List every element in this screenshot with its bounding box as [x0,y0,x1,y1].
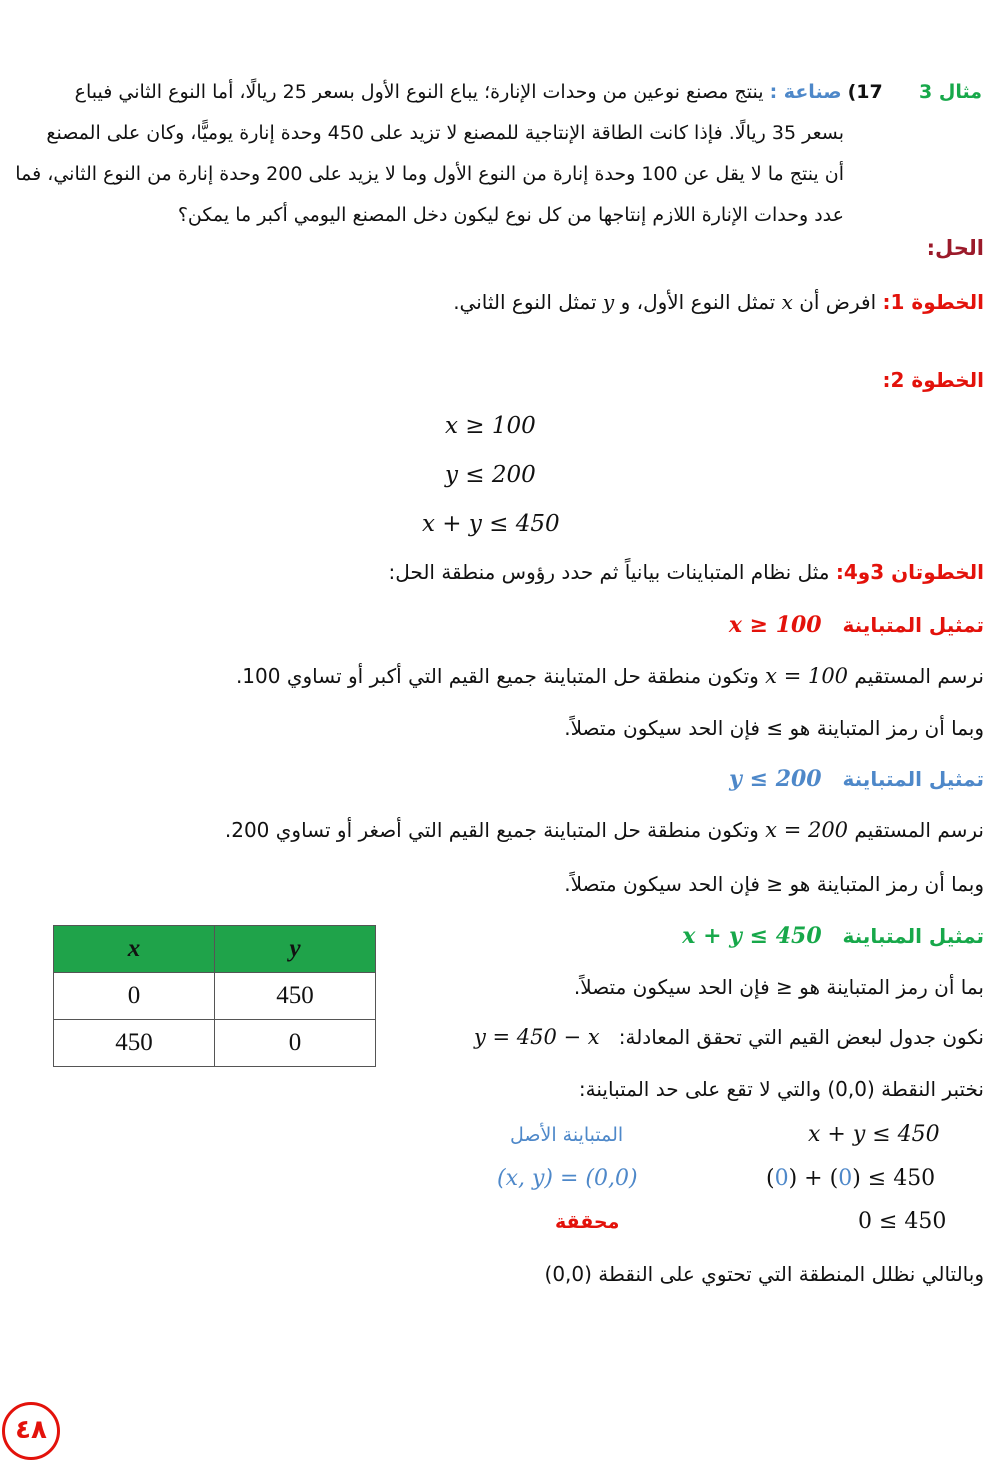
section-1-title-text: تمثيل المتباينة [842,613,984,637]
section-2-ineq: y ≤ 200 [729,766,822,792]
table-row [54,973,376,1020]
section-2-line-2: وبما أن رمز المتباينة هو ≤ فإن الحد سيكون متصلاً. [564,872,984,896]
conclusion: وبالتالي نظلل المنطقة التي تحتوي على النقطة (0,0) [544,1262,984,1286]
var-y: y [602,290,615,314]
problem-line-1 [2,72,982,113]
example-label: مثال 3 [919,81,982,103]
table-cell: 0 [215,1020,376,1067]
section-1-equation: x = 100 [765,664,849,688]
section-1-title [729,612,984,638]
table-cell: 450 [215,973,376,1020]
section-1-line-2: وبما أن رمز المتباينة هو ≥ فإن الحد سيكون متصلاً. [564,716,984,740]
section-1-line-1 [236,664,984,688]
step-34-label: الخطوتان 3و4: [835,560,984,584]
inequality-3: x + y ≤ 450 [422,511,560,537]
step-34-text: مثل نظام المتباينات بيانياً ثم حدد رؤوس منطقة الحل: [388,560,830,584]
section-2-title [729,766,984,792]
table-header-row [54,926,376,973]
step-2-label: الخطوة 2: [882,368,984,392]
values-table [53,925,376,1067]
paren-plus: ) + ( [788,1166,839,1191]
problem-line-3: أن ينتج ما لا يقل عن 100 وحدة إنارة من النوع الأول وما لا يزيد على 200 وحدة إنارة من النوع الثاني، فما [15,163,844,185]
step-1-text-a: افرض أن [799,290,877,314]
section-1-ineq: x ≥ 100 [728,612,822,638]
substituted-x: 0 [774,1166,789,1191]
step-1-label: الخطوة 1: [882,290,984,314]
section-1-line-1a: نرسم المستقيم [854,664,984,688]
substituted-y: 0 [838,1166,853,1191]
section-2-line-1 [225,818,984,842]
step-1 [453,290,984,314]
inequality-1: x ≥ 100 [445,413,536,439]
problem-block [2,72,982,236]
problem-line-4: عدد وحدات الإنارة اللازم إنتاجها من كل نوع ليكون دخل المصنع اليومي أكبر ما يمكن؟ [177,204,844,226]
section-2-line-1b: وتكون منطقة حل المتباينة جميع القيم التي أصغر أو تساوي 200. [224,818,759,842]
problem-text: ينتج مصنع نوعين من وحدات الإنارة؛ يباع النوع الأول بسعر 25 ريالًا، أما النوع الثاني فيباع [74,81,764,103]
section-2-equation: x = 200 [765,818,849,842]
var-x: x [781,290,793,314]
test-row-2-left: (x, y) = (0,0) [497,1166,638,1191]
table-row [54,1020,376,1067]
test-row-3-right: 0 ≤ 450 [858,1209,947,1234]
section-3-line-2 [474,1025,984,1049]
problem-topic: صناعة : [769,81,842,103]
test-row-2-right [766,1166,935,1191]
paren-open: ( [766,1166,775,1191]
page-number: ٤٨ [2,1402,60,1460]
problem-number: 17) [847,81,883,103]
step-1-text-c: تمثل النوع الثاني. [453,290,597,314]
section-2-line-1a: نرسم المستقيم [854,818,984,842]
section-3-equation: y = 450 − x [473,1025,600,1049]
table-header-y: y [215,926,376,973]
problem-line-2: بسعر 35 ريالًا. فإذا كانت الطاقة الإنتاجية للمصنع لا تزيد على 450 وحدة إنارة يوميًّا، وكان على المصنع [46,122,844,144]
inequality-2: y ≤ 200 [445,462,536,488]
section-3-title-text: تمثيل المتباينة [842,924,984,948]
test-row-3-left: محققة [555,1211,620,1233]
section-3-line-1: بما أن رمز المتباينة هو ≤ فإن الحد سيكون متصلاً. [573,975,984,999]
table-cell: 450 [54,1020,215,1067]
section-2-title-text: تمثيل المتباينة [842,767,984,791]
section-3-title [682,923,984,949]
solution-heading: الحل: [926,236,984,260]
table-header-x: x [54,926,215,973]
paren-close-ineq: ) ≤ 450 [852,1166,936,1191]
test-row-1-left: المتباينة الأصل [510,1124,624,1146]
section-3-ineq: x + y ≤ 450 [682,923,822,949]
table-cell: 0 [54,973,215,1020]
section-1-line-1b: وتكون منطقة حل المتباينة جميع القيم التي أكبر أو تساوي 100. [235,664,759,688]
section-3-line-2a: نكون جدول لبعض القيم التي تحقق المعادلة: [618,1025,984,1049]
step-34 [389,560,984,584]
step-1-text-b: تمثل النوع الأول، و [620,290,776,314]
section-3-line-3: نختبر النقطة (0,0) والتي لا تقع على حد المتباينة: [578,1077,984,1101]
test-row-1-right: x + y ≤ 450 [808,1122,940,1147]
